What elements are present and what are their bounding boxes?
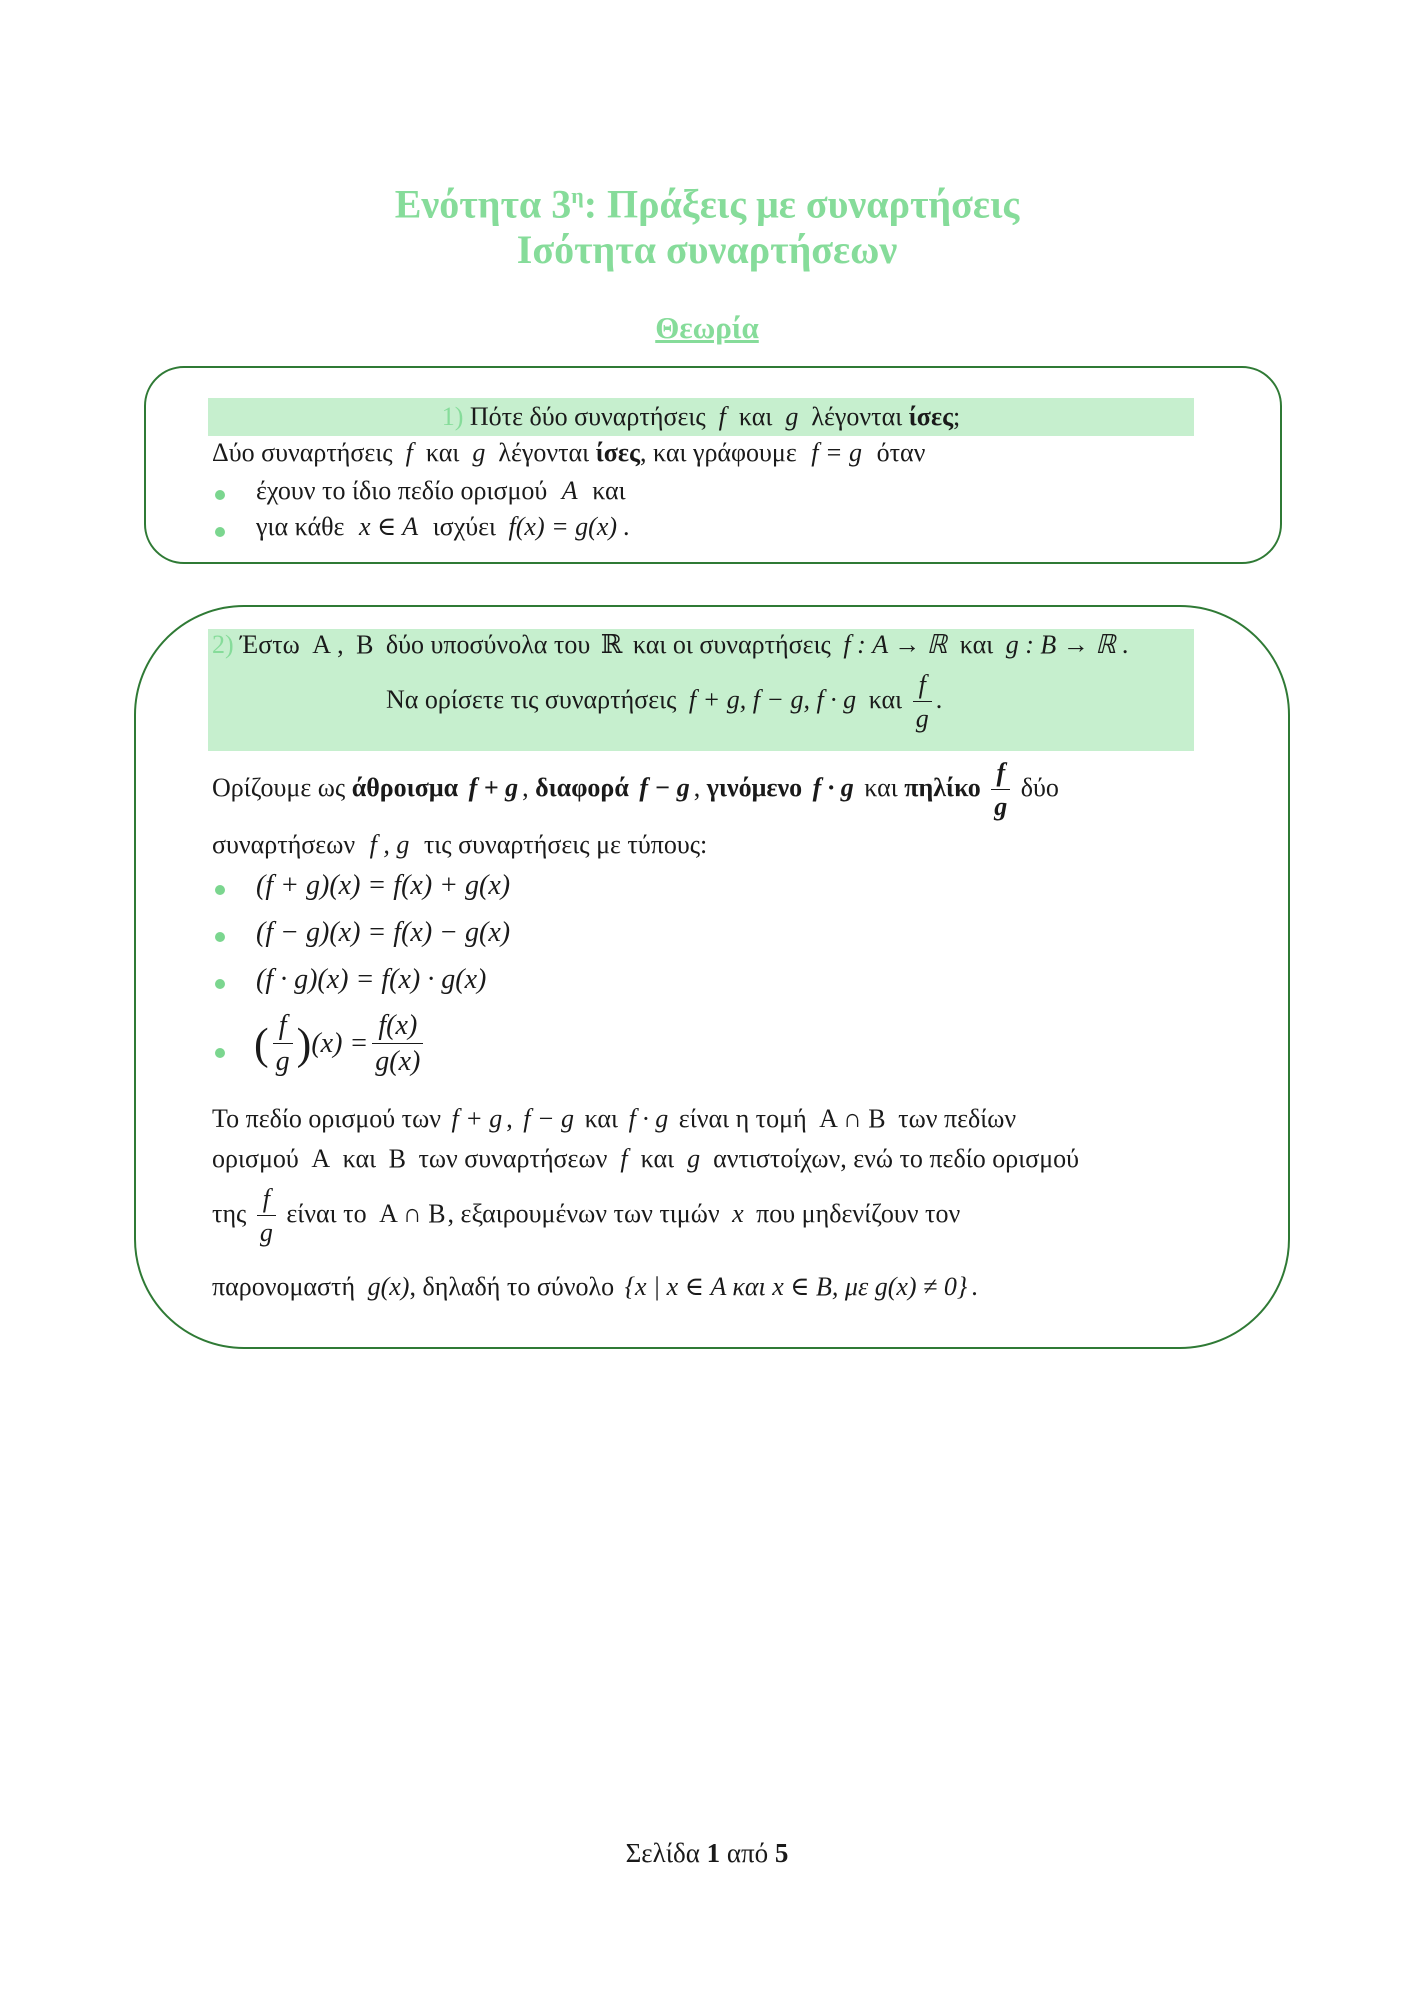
set-B: Β xyxy=(388,1144,406,1173)
bullet-icon xyxy=(215,1048,225,1058)
formula-quotient xyxy=(254,1012,427,1076)
equation-f-eq-g: f = g xyxy=(811,438,863,467)
var-f: f xyxy=(712,402,733,431)
argument-x: (x) = xyxy=(311,1028,369,1059)
denominator-gx: g(x) xyxy=(367,1272,410,1301)
var-x: x xyxy=(732,1198,744,1228)
numerator: f xyxy=(991,760,1010,790)
word-and: και xyxy=(864,772,898,802)
section-heading: Θεωρία xyxy=(655,310,759,345)
question-bold: ίσες xyxy=(908,402,954,431)
word-and: και xyxy=(959,630,994,659)
expr-product: f · g xyxy=(812,772,854,802)
domain-text: Το πεδίο ορισμού των xyxy=(212,1104,441,1133)
domain-set: {x | x ∈ Α και x ∈ Β, με g(x) ≠ 0} xyxy=(624,1272,968,1301)
word-and: και xyxy=(868,684,903,714)
def-text: Ορίζουμε ως xyxy=(212,772,346,802)
denominator: g xyxy=(275,1046,290,1077)
domain-line-1: Το πεδίο ορισμού των f + g , f − g και f · g είναι η τομή Α ∩ Β των πεδίων xyxy=(212,1104,1017,1133)
title-text-suffix: : Πράξεις με συναρτήσεις xyxy=(583,181,1020,227)
question-text-3: και οι συναρτήσεις xyxy=(632,630,831,659)
domain-text-3: , εξαιρουμένων των τιμών xyxy=(447,1198,720,1228)
bullet-icon xyxy=(215,885,225,895)
numerator: f xyxy=(273,1012,293,1044)
vars-f-g: f , g xyxy=(369,830,410,859)
period: . xyxy=(935,684,943,714)
definition-line-2 xyxy=(212,830,707,860)
bullet-text: έχουν το ίδιο πεδίο ορισμού xyxy=(256,476,548,505)
domain-text-2: των συναρτήσεων xyxy=(418,1144,608,1173)
question-text: Να ορίσετε τις συναρτήσεις xyxy=(386,684,677,714)
bullet-icon xyxy=(215,979,225,989)
domain-text: της xyxy=(212,1198,247,1228)
page-of: από xyxy=(726,1838,769,1868)
var-g: g xyxy=(680,1144,707,1173)
definition-line xyxy=(212,438,925,468)
domain-text-2: , δηλαδή το σύνολο xyxy=(409,1272,615,1301)
period: . xyxy=(623,512,630,541)
question-text: Πότε δύο συναρτήσεις xyxy=(469,402,706,431)
domain-text-2: είναι η τομή xyxy=(678,1104,807,1133)
period: . xyxy=(971,1272,978,1301)
word-and: και xyxy=(584,1104,619,1133)
fraction-fx-over-gx xyxy=(372,1012,423,1076)
question-mark: ; xyxy=(953,402,961,431)
question-number: 2) xyxy=(212,630,234,659)
word-and: και xyxy=(342,1144,377,1173)
formula-difference: (f − g)(x) = f(x) − g(x) xyxy=(256,917,511,948)
page-title xyxy=(0,170,1414,230)
expr-sum: f + g xyxy=(451,1104,503,1133)
set-B: Β xyxy=(356,630,374,659)
bullet-text: για κάθε xyxy=(256,512,345,541)
title-text: Ενότητα 3 xyxy=(394,181,572,227)
bullet-icon xyxy=(215,490,225,500)
word-and: και xyxy=(425,438,460,467)
word-and: και xyxy=(738,402,773,431)
denominator: g xyxy=(915,704,929,733)
intersection-A-B: Α ∩ Β xyxy=(819,1104,886,1133)
question-number: 1) xyxy=(441,402,464,431)
formula-sum: (f + g)(x) = f(x) + g(x) xyxy=(256,870,511,901)
question-line-1: 2) Έστω Α , Β δύο υποσύνολα του ℝ και οι συναρτήσεις f : Α → ℝ και g : Β → ℝ . xyxy=(212,630,1129,659)
question-line-2 xyxy=(386,672,942,732)
domain-line-2 xyxy=(212,1144,1079,1174)
question-text: Έστω xyxy=(240,630,300,659)
domain-line-4 xyxy=(212,1272,978,1302)
domain-text-end: αντιστοίχων, ενώ το πεδίο ορισμού xyxy=(713,1144,1080,1173)
question-text-2: λέγονται xyxy=(811,402,903,431)
bullet-icon xyxy=(215,527,225,537)
expr-product: f · g xyxy=(628,1104,669,1133)
definition-line-1: Ορίζουμε ως άθροισμα f + g , διαφορά f − g , γινόμενο f · g και πηλίκο $\frac{f}{g}$ δύο xyxy=(212,758,1059,821)
fraction-f-over-g xyxy=(991,760,1010,820)
expr-sum: f + g xyxy=(468,772,519,802)
def-text: Δύο συναρτήσεις xyxy=(212,438,393,467)
page-subtitle: Ισότητα συναρτήσεων xyxy=(516,227,898,272)
denominator: g xyxy=(994,792,1008,821)
def-text: συναρτήσεων xyxy=(212,830,356,859)
domain-line-3 xyxy=(212,1186,960,1246)
page-label: Σελίδα xyxy=(625,1838,700,1868)
var-g: g xyxy=(778,402,805,431)
domain-text-end: που μηδενίζουν τον xyxy=(756,1198,961,1228)
equation-fx-eq-gx: f(x) = g(x) xyxy=(508,512,618,541)
page-number: 1 xyxy=(706,1838,721,1868)
label-quotient: πηλίκο xyxy=(904,772,981,802)
domain-text-end: των πεδίων xyxy=(898,1104,1017,1133)
bullet-icon xyxy=(215,932,225,942)
var-f: f xyxy=(399,438,420,467)
mapping-f: f : Α → ℝ xyxy=(843,630,948,659)
def-text-end: τις συναρτήσεις με τύπους: xyxy=(423,830,708,859)
period: . xyxy=(1121,630,1129,659)
mapping-g: g : Β → ℝ xyxy=(1005,630,1116,659)
title-superscript: η xyxy=(571,183,584,208)
right-paren: ) xyxy=(296,1019,312,1069)
page-footer xyxy=(0,1838,1414,1869)
question-text-2: δύο υποσύνολα του xyxy=(385,630,591,659)
denominator: g xyxy=(259,1218,273,1247)
var-f: f xyxy=(613,1144,635,1173)
var-g: g xyxy=(465,438,492,467)
def-text-end: δύο xyxy=(1020,772,1059,802)
left-paren: ( xyxy=(254,1019,269,1069)
operations-list: f + g, f − g, f · g xyxy=(688,684,857,714)
fraction-f-over-g xyxy=(913,672,932,732)
label-product: γινόμενο xyxy=(706,772,803,802)
page-total: 5 xyxy=(774,1838,789,1868)
condition-x-in-A: x ∈ A xyxy=(358,512,419,541)
domain-text: παρονομαστή xyxy=(212,1272,356,1301)
reals-symbol: ℝ xyxy=(600,630,623,659)
domain-text-2: είναι το xyxy=(286,1198,367,1228)
numerator: f(x) xyxy=(372,1012,423,1044)
set-A: Α xyxy=(311,1144,331,1173)
bullet-item-1 xyxy=(256,476,626,506)
def-bold: ίσες xyxy=(595,438,640,467)
question-band-1 xyxy=(208,398,1194,436)
def-text-2: λέγονται xyxy=(498,438,590,467)
expr-difference: f − g xyxy=(523,1104,575,1133)
expr-difference: f − g xyxy=(639,772,690,802)
label-sum: άθροισμα xyxy=(351,772,459,802)
word-and: και xyxy=(640,1144,675,1173)
set-A: Α xyxy=(312,630,332,659)
label-difference: διαφορά xyxy=(535,772,629,802)
bullet-item-2 xyxy=(256,512,630,542)
intersection-A-B: Α ∩ Β xyxy=(379,1198,446,1228)
formula-product: (f · g)(x) = f(x) · g(x) xyxy=(256,964,487,995)
var-A: A xyxy=(561,476,578,505)
denominator: g(x) xyxy=(375,1046,421,1077)
fraction-f-over-g xyxy=(257,1186,276,1246)
domain-text: ορισμού xyxy=(212,1144,299,1173)
fraction-f-over-g xyxy=(273,1012,293,1076)
bullet-text-mid: ισχύει xyxy=(432,512,497,541)
def-end: όταν xyxy=(876,438,926,467)
bullet-text-end: και xyxy=(592,476,626,505)
def-text-3: , και γράφουμε xyxy=(639,438,797,467)
numerator: f xyxy=(913,672,932,702)
numerator: f xyxy=(257,1186,276,1216)
